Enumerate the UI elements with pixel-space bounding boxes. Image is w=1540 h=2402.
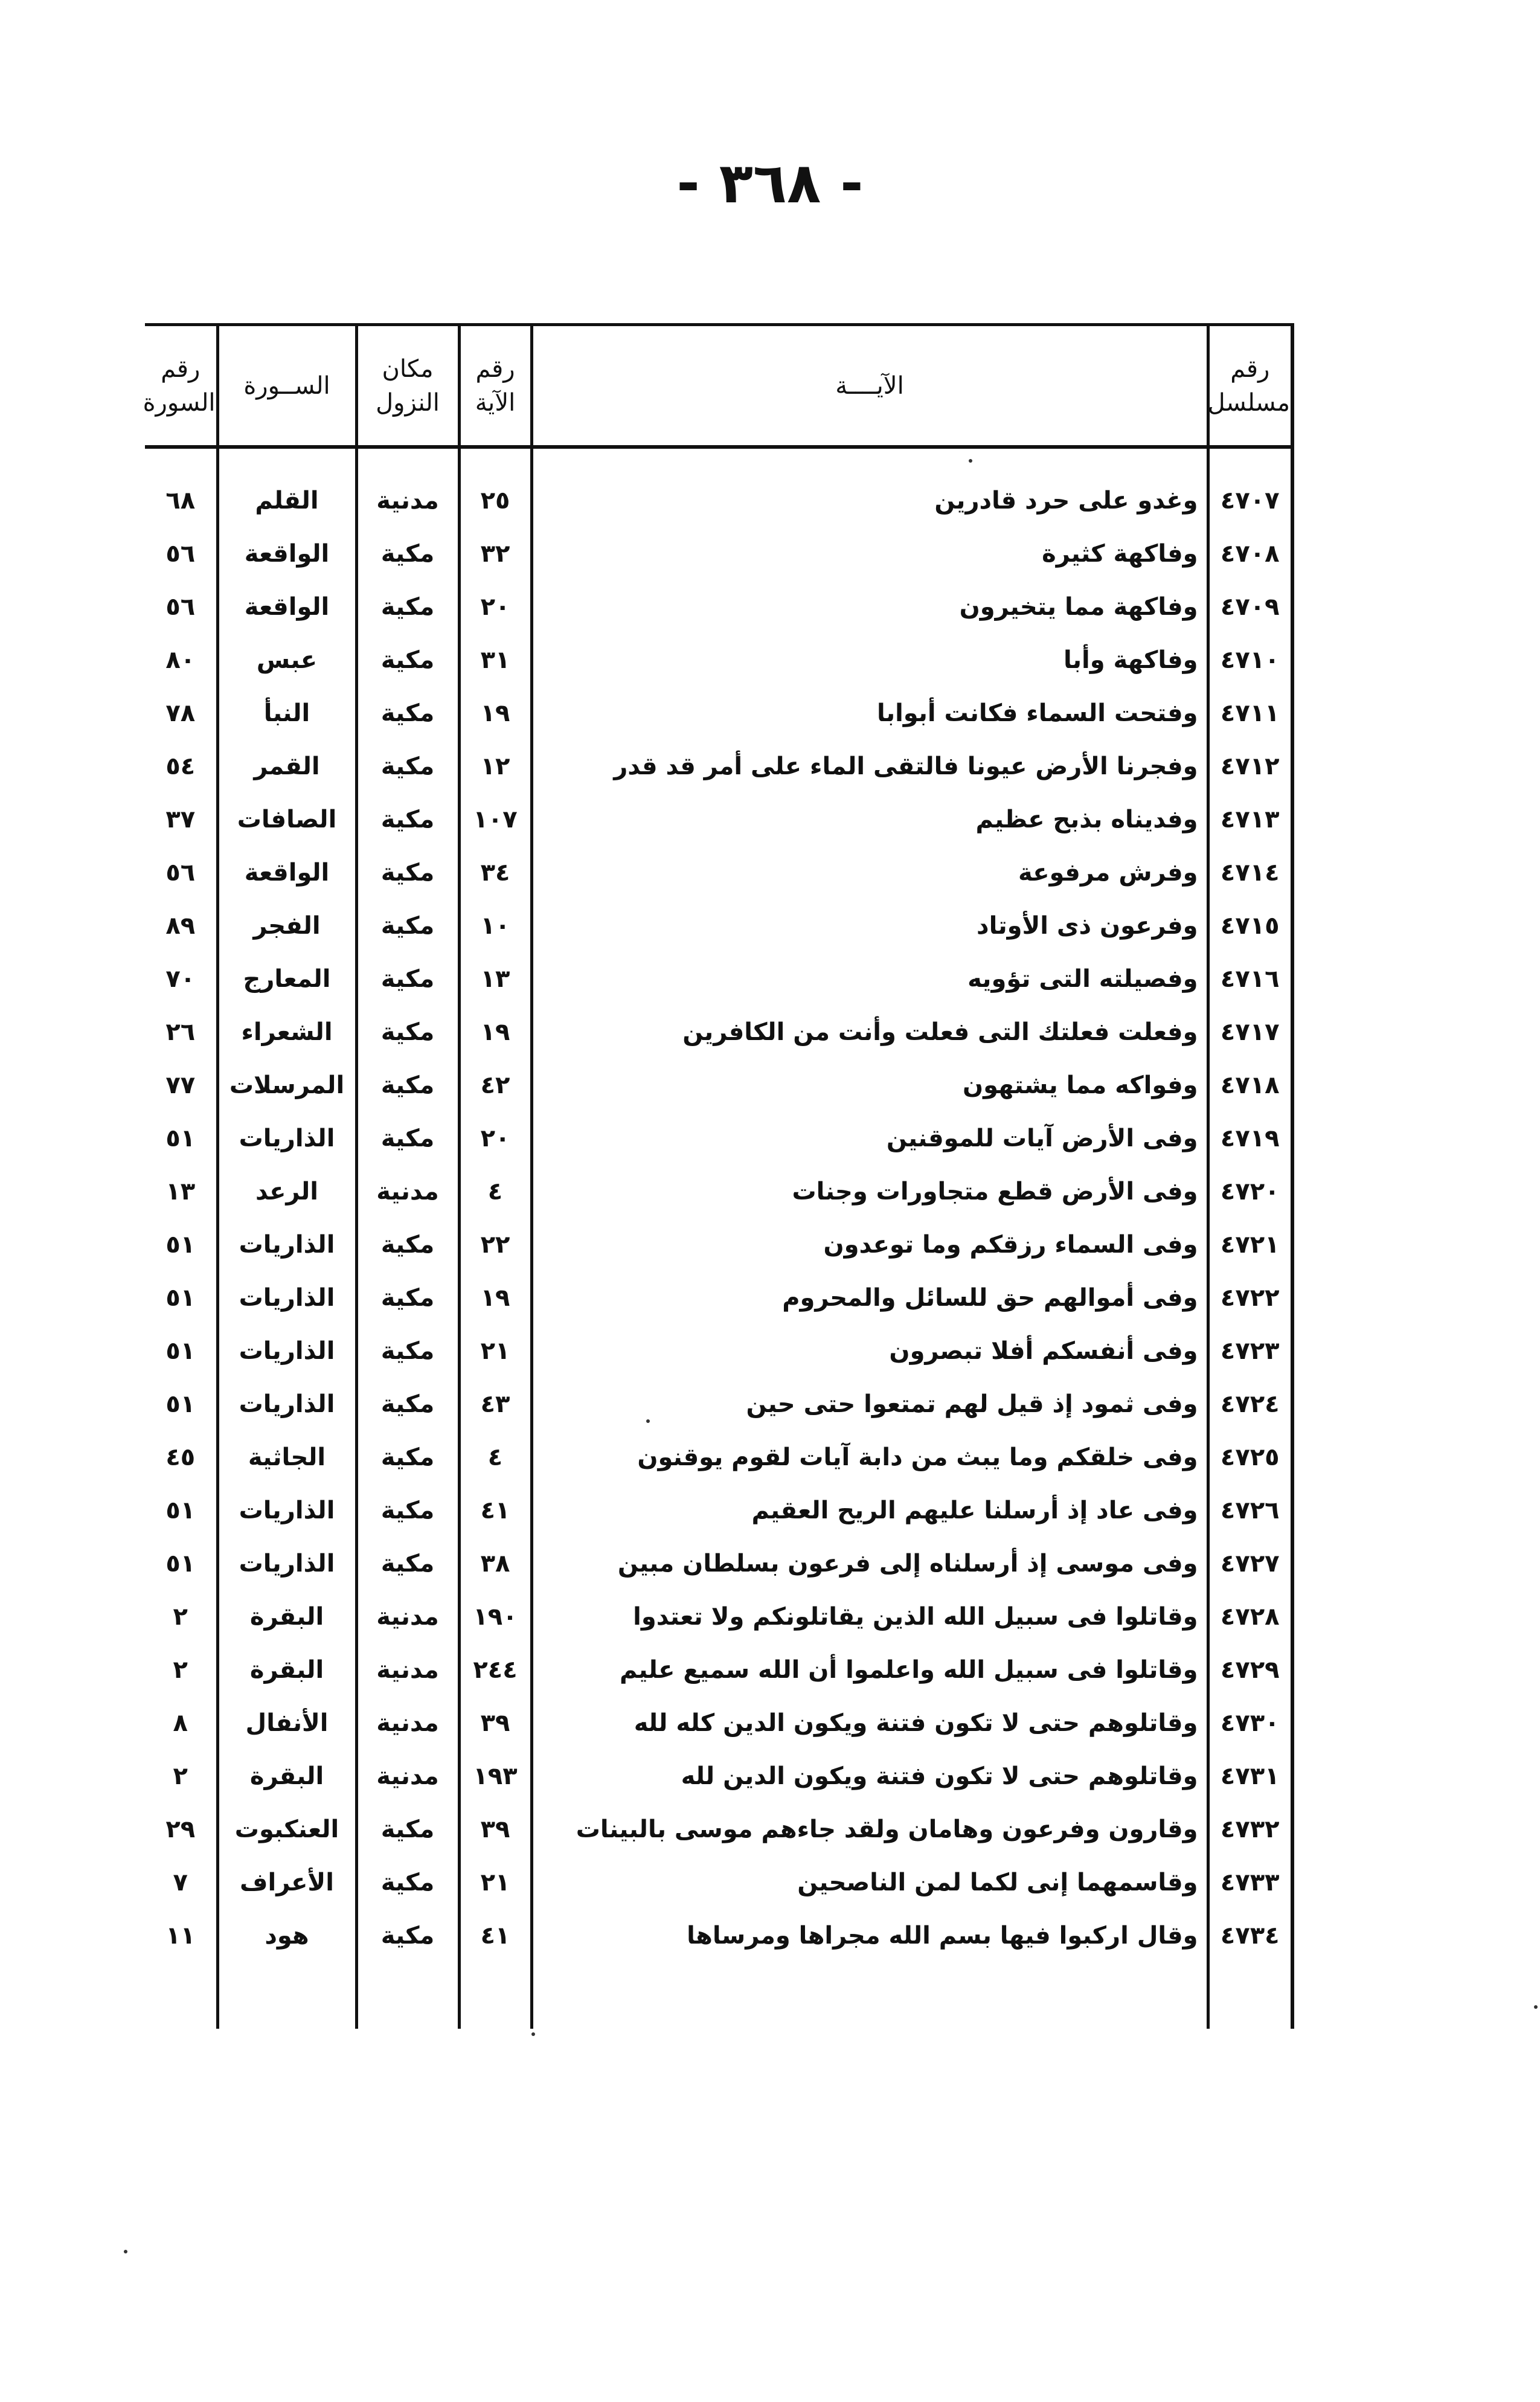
sura-number-cell: ١١: [165, 1922, 196, 1950]
place-cell: مكية: [356, 1271, 459, 1325]
place-cell: مكية: [356, 1803, 459, 1856]
header-serial: رقم مسلسل: [1208, 325, 1292, 448]
verse-number-cell: ٣٩: [459, 1803, 531, 1856]
verse-cell: وفى أنفسكم أفلا تبصرون: [531, 1325, 1208, 1378]
serial-cell: ٤٧٣٤: [1208, 1909, 1292, 2029]
table-row: [145, 1484, 1292, 1537]
place-cell: مكية: [356, 1112, 459, 1165]
verse-cell: وفرش مرفوعة: [531, 846, 1208, 899]
sura-cell: العنكبوت: [217, 1803, 356, 1856]
place-cell: مكية: [356, 1325, 459, 1378]
sura-cell: عبس: [217, 634, 356, 687]
verse-number-cell: ٣٢: [459, 527, 531, 580]
sura-number-cell: ٧٨: [165, 699, 196, 727]
verse-cell: وقال اركبوا فيها بسم الله مجراها ومرساها: [531, 1909, 1208, 2029]
serial-cell: ٤٧٠٩: [1208, 580, 1292, 634]
place-cell: مكية: [356, 1378, 459, 1431]
table-row: [145, 687, 1292, 740]
table-row: [145, 793, 1292, 846]
serial-cell: ٤٧٣١: [1208, 1750, 1292, 1803]
sura-number-cell: ٢٩: [165, 1816, 196, 1843]
scan-speck: [969, 459, 972, 463]
table-header-row: [145, 325, 1292, 448]
sura-cell: القلم: [217, 447, 356, 527]
table-row: [145, 846, 1292, 899]
sura-cell: هود: [217, 1909, 356, 2029]
verse-number-cell: ٣٩: [459, 1697, 531, 1750]
place-cell: مكية: [356, 687, 459, 740]
serial-cell: ٤٧٢٧: [1208, 1537, 1292, 1590]
sura-cell: الذاريات: [217, 1271, 356, 1325]
header-sura-number: رقم السورة: [145, 325, 217, 448]
page-number: - ٣٦٨ -: [676, 151, 864, 216]
table-row: [145, 952, 1292, 1006]
verse-cell: وقاتلوا فى سبيل الله الذين يقاتلونكم ولا تعتدوا: [531, 1590, 1208, 1643]
table-row: [145, 1909, 1292, 2029]
sura-number-cell: ٥٤: [165, 753, 196, 780]
verse-index-table-wrapper: [145, 323, 1292, 2029]
sura-cell: الذاريات: [217, 1378, 356, 1431]
verse-number-cell: ١٢: [459, 740, 531, 793]
verse-cell: وفاكهة كثيرة: [531, 527, 1208, 580]
sura-number-cell: ٧٠: [165, 965, 196, 993]
serial-cell: ٤٧١٣: [1208, 793, 1292, 846]
sura-cell: البقرة: [217, 1643, 356, 1697]
verse-number-cell: ٢٢: [459, 1218, 531, 1271]
verse-cell: وقاتلوهم حتى لا تكون فتنة ويكون الدين لله: [531, 1750, 1208, 1803]
sura-cell: المرسلات: [217, 1059, 356, 1112]
sura-cell: الذاريات: [217, 1484, 356, 1537]
verse-number-cell: ٢٠: [459, 580, 531, 634]
place-cell: مكية: [356, 1218, 459, 1271]
serial-cell: ٤٧٠٨: [1208, 527, 1292, 580]
verse-cell: وفعلت فعلتك التى فعلت وأنت من الكافرين: [531, 1006, 1208, 1059]
verse-number-cell: ١٩: [459, 687, 531, 740]
table-body: [145, 447, 1292, 2029]
verse-number-cell: ١٩: [459, 1006, 531, 1059]
place-cell: مكية: [356, 580, 459, 634]
table-row: [145, 1643, 1292, 1697]
verse-cell: وفى موسى إذ أرسلناه إلى فرعون بسلطان مبين: [531, 1537, 1208, 1590]
sura-cell: الذاريات: [217, 1218, 356, 1271]
verse-number-cell: ٣١: [459, 634, 531, 687]
verse-cell: وفى الأرض آيات للموقنين: [531, 1112, 1208, 1165]
table-row: [145, 1750, 1292, 1803]
sura-number-cell: ٤٥: [165, 1443, 196, 1471]
verse-number-cell: ٢٤٤: [459, 1643, 531, 1697]
place-cell: مكية: [356, 899, 459, 952]
serial-cell: ٤٧٢٠: [1208, 1165, 1292, 1218]
place-cell: مكية: [356, 1484, 459, 1537]
verse-cell: وفاكهة وأبا: [531, 634, 1208, 687]
verse-number-cell: ١٣: [459, 952, 531, 1006]
verse-cell: وغدو على حرد قادرين: [531, 447, 1208, 527]
scan-speck: [124, 2250, 127, 2253]
verse-cell: وفى ثمود إذ قيل لهم تمتعوا حتى حين: [531, 1378, 1208, 1431]
sura-number-cell: ٧: [173, 1869, 188, 1896]
header-verse-number: رقم الآية: [459, 325, 531, 448]
place-cell: مكية: [356, 846, 459, 899]
verse-number-cell: ٤١: [459, 1909, 531, 2029]
verse-number-cell: ٤٢: [459, 1059, 531, 1112]
verse-number-cell: ٤: [459, 1165, 531, 1218]
serial-cell: ٤٧١٩: [1208, 1112, 1292, 1165]
sura-number-cell: ٥٦: [165, 593, 196, 621]
verse-number-cell: ٤: [459, 1431, 531, 1484]
table-row: [145, 1059, 1292, 1112]
sura-cell: الأعراف: [217, 1856, 356, 1909]
sura-number-cell: ٥١: [165, 1337, 196, 1365]
place-cell: مكية: [356, 1537, 459, 1590]
scan-speck: [1534, 2005, 1538, 2009]
sura-number-cell: ٥١: [165, 1284, 196, 1312]
serial-cell: ٤٧١٠: [1208, 634, 1292, 687]
sura-cell: المعارج: [217, 952, 356, 1006]
verse-number-cell: ٢٥: [459, 447, 531, 527]
place-cell: مكية: [356, 1909, 459, 2029]
serial-cell: ٤٧١٨: [1208, 1059, 1292, 1112]
verse-number-cell: ٢١: [459, 1325, 531, 1378]
sura-cell: الواقعة: [217, 527, 356, 580]
sura-number-cell: ٣٧: [165, 806, 196, 833]
serial-cell: ٤٧١٥: [1208, 899, 1292, 952]
scan-speck: [646, 1419, 650, 1423]
place-cell: مكية: [356, 1006, 459, 1059]
serial-cell: ٤٧٢١: [1208, 1218, 1292, 1271]
verse-number-cell: ١٠: [459, 899, 531, 952]
verse-number-cell: ٢١: [459, 1856, 531, 1909]
sura-number-cell: ٥١: [165, 1550, 196, 1578]
place-cell: مكية: [356, 1856, 459, 1909]
place-cell: مكية: [356, 952, 459, 1006]
verse-cell: وفديناه بذبح عظيم: [531, 793, 1208, 846]
table-row: [145, 1697, 1292, 1750]
table-row: [145, 634, 1292, 687]
table-row: [145, 899, 1292, 952]
table-row: [145, 1431, 1292, 1484]
scan-speck: [531, 2032, 535, 2036]
verse-cell: وفواكه مما يشتهون: [531, 1059, 1208, 1112]
sura-number-cell: ٥١: [165, 1125, 196, 1152]
table-row: [145, 1006, 1292, 1059]
place-cell: مكية: [356, 527, 459, 580]
sura-cell: الذاريات: [217, 1112, 356, 1165]
sura-number-cell: ٥١: [165, 1390, 196, 1418]
sura-cell: البقرة: [217, 1750, 356, 1803]
header-sura: الســورة: [217, 325, 356, 448]
serial-cell: ٤٧٣٣: [1208, 1856, 1292, 1909]
table-row: [145, 527, 1292, 580]
verse-cell: وقارون وفرعون وهامان ولقد جاءهم موسى بالبينات: [531, 1803, 1208, 1856]
header-place: مكان النزول: [356, 325, 459, 448]
table-row: [145, 1590, 1292, 1643]
sura-cell: الصافات: [217, 793, 356, 846]
verse-cell: وقاتلوهم حتى لا تكون فتنة ويكون الدين كله لله: [531, 1697, 1208, 1750]
sura-cell: القمر: [217, 740, 356, 793]
table-row: [145, 1325, 1292, 1378]
sura-number-cell: ٨: [173, 1709, 188, 1737]
sura-number-cell: ٥٦: [165, 859, 196, 887]
sura-number-cell: ٧٧: [165, 1071, 196, 1099]
sura-number-cell: ٨٠: [165, 646, 196, 674]
sura-number-cell: ٢: [173, 1762, 188, 1790]
verse-number-cell: ١٩٣: [459, 1750, 531, 1803]
serial-cell: ٤٧٣٠: [1208, 1697, 1292, 1750]
verse-number-cell: ٣٤: [459, 846, 531, 899]
serial-cell: ٤٧١٤: [1208, 846, 1292, 899]
verse-cell: وفجرنا الأرض عيونا فالتقى الماء على أمر قد قدر: [531, 740, 1208, 793]
sura-number-cell: ٥١: [165, 1497, 196, 1524]
place-cell: مدنية: [356, 1643, 459, 1697]
verse-cell: وقاتلوا فى سبيل الله واعلموا أن الله سميع عليم: [531, 1643, 1208, 1697]
sura-cell: البقرة: [217, 1590, 356, 1643]
place-cell: مكية: [356, 793, 459, 846]
sura-cell: الشعراء: [217, 1006, 356, 1059]
serial-cell: ٤٧٢٤: [1208, 1378, 1292, 1431]
place-cell: مدنية: [356, 1697, 459, 1750]
sura-number-cell: ٥٦: [165, 540, 196, 568]
verse-number-cell: ٢٠: [459, 1112, 531, 1165]
sura-cell: الواقعة: [217, 846, 356, 899]
sura-cell: النبأ: [217, 687, 356, 740]
sura-number-cell: ٢٦: [165, 1018, 196, 1046]
serial-cell: ٤٧٠٧: [1208, 447, 1292, 527]
place-cell: مدنية: [356, 1750, 459, 1803]
serial-cell: ٤٧٢٣: [1208, 1325, 1292, 1378]
serial-cell: ٤٧٣٢: [1208, 1803, 1292, 1856]
verse-number-cell: ١٠٧: [459, 793, 531, 846]
verse-cell: وفى أموالهم حق للسائل والمحروم: [531, 1271, 1208, 1325]
verse-cell: وفى عاد إذ أرسلنا عليهم الريح العقيم: [531, 1484, 1208, 1537]
place-cell: مدنية: [356, 1590, 459, 1643]
place-cell: مكية: [356, 1059, 459, 1112]
sura-number-cell: ٢: [173, 1656, 188, 1684]
sura-number-cell: ٨٩: [165, 912, 196, 940]
sura-cell: الجاثية: [217, 1431, 356, 1484]
verse-cell: وفاكهة مما يتخيرون: [531, 580, 1208, 634]
sura-cell: الذاريات: [217, 1325, 356, 1378]
table-row: [145, 740, 1292, 793]
place-cell: مكية: [356, 634, 459, 687]
sura-cell: الذاريات: [217, 1537, 356, 1590]
sura-cell: الرعد: [217, 1165, 356, 1218]
table-row: [145, 1378, 1292, 1431]
place-cell: مدنية: [356, 447, 459, 527]
table-row: [145, 1537, 1292, 1590]
sura-cell: الفجر: [217, 899, 356, 952]
verse-number-cell: ٣٨: [459, 1537, 531, 1590]
verse-number-cell: ١٩: [459, 1271, 531, 1325]
table-row: [145, 1271, 1292, 1325]
serial-cell: ٤٧١١: [1208, 687, 1292, 740]
verse-number-cell: ١٩٠: [459, 1590, 531, 1643]
serial-cell: ٤٧٢٨: [1208, 1590, 1292, 1643]
verse-number-cell: ٤١: [459, 1484, 531, 1537]
verse-cell: وفرعون ذى الأوتاد: [531, 899, 1208, 952]
table-row: [145, 1803, 1292, 1856]
verse-cell: وفى الأرض قطع متجاورات وجنات: [531, 1165, 1208, 1218]
table-row: [145, 1856, 1292, 1909]
sura-number-cell: ٢: [173, 1603, 188, 1631]
verse-cell: وقاسمهما إنى لكما لمن الناصحين: [531, 1856, 1208, 1909]
sura-number-cell: ٦٨: [165, 487, 196, 515]
sura-cell: الأنفال: [217, 1697, 356, 1750]
verse-cell: وفى السماء رزقكم وما توعدون: [531, 1218, 1208, 1271]
sura-cell: الواقعة: [217, 580, 356, 634]
place-cell: مكية: [356, 1431, 459, 1484]
serial-cell: ٤٧٢٢: [1208, 1271, 1292, 1325]
table-row: [145, 1112, 1292, 1165]
verse-number-cell: ٤٣: [459, 1378, 531, 1431]
verse-cell: وفى خلقكم وما يبث من دابة آيات لقوم يوقنون: [531, 1431, 1208, 1484]
table-row: [145, 1218, 1292, 1271]
table-row: [145, 447, 1292, 527]
sura-number-cell: ١٣: [165, 1178, 196, 1206]
serial-cell: ٤٧٢٦: [1208, 1484, 1292, 1537]
serial-cell: ٤٧٢٩: [1208, 1643, 1292, 1697]
verse-index-table: [145, 323, 1294, 2029]
serial-cell: ٤٧١٦: [1208, 952, 1292, 1006]
table-row: [145, 580, 1292, 634]
place-cell: مكية: [356, 740, 459, 793]
verse-cell: وفصيلته التى تؤويه: [531, 952, 1208, 1006]
serial-cell: ٤٧١٢: [1208, 740, 1292, 793]
place-cell: مدنية: [356, 1165, 459, 1218]
serial-cell: ٤٧٢٥: [1208, 1431, 1292, 1484]
serial-cell: ٤٧١٧: [1208, 1006, 1292, 1059]
table-row: [145, 1165, 1292, 1218]
verse-cell: وفتحت السماء فكانت أبوابا: [531, 687, 1208, 740]
sura-number-cell: ٥١: [165, 1231, 196, 1259]
header-verse: الآيــــة: [531, 325, 1208, 448]
